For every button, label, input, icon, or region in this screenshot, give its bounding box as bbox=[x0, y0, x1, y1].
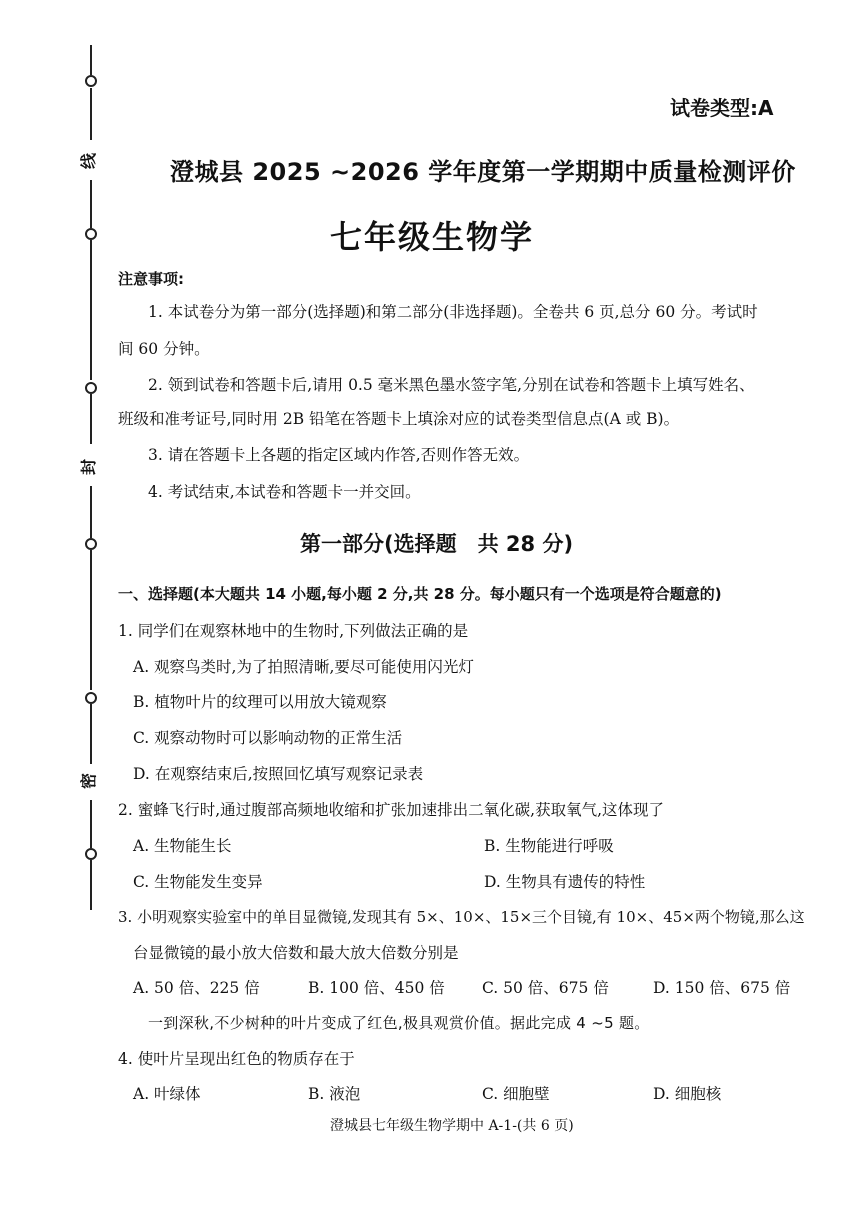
reading-passage: 一到深秋,不少树种的叶片变成了红色,极具观赏价值。据此完成 4 ~5 题。 bbox=[148, 1014, 650, 1032]
page-footer: 澄城县七年级生物学期中 A-1-(共 6 页) bbox=[330, 1118, 574, 1134]
section-instruction: 一、选择题(本大题共 14 小题,每小题 2 分,共 28 分。每小题只有一个选项是符合题意的) bbox=[118, 585, 722, 603]
option-d: D. 生物具有遗传的特性 bbox=[484, 873, 646, 891]
option-a: A. 观察鸟类时,为了拍照清晰,要尽可能使用闪光灯 bbox=[133, 658, 474, 676]
option-a: A. 生物能生长 bbox=[133, 837, 232, 855]
binding-line bbox=[90, 88, 92, 140]
binding-circle bbox=[85, 75, 97, 87]
option-c: C. 50 倍、675 倍 bbox=[482, 979, 609, 997]
note-line: 3. 请在答题卡上各题的指定区域内作答,否则作答无效。 bbox=[148, 446, 530, 464]
binding-line bbox=[90, 860, 92, 910]
question-stem: 4. 使叶片呈现出红色的物质存在于 bbox=[118, 1050, 355, 1068]
note-line: 4. 考试结束,本试卷和答题卡一并交回。 bbox=[148, 483, 421, 501]
section-title: 第一部分(选择题 共 28 分) bbox=[300, 532, 574, 556]
note-line: 2. 领到试卷和答题卡后,请用 0.5 毫米黑色墨水签字笔,分别在试卷和答题卡上填写姓名、 bbox=[148, 376, 755, 394]
binding-line bbox=[90, 45, 92, 75]
option-b: B. 液泡 bbox=[308, 1085, 361, 1103]
binding-circle bbox=[85, 228, 97, 240]
binding-line bbox=[90, 704, 92, 764]
option-b: B. 100 倍、450 倍 bbox=[308, 979, 445, 997]
option-a: A. 叶绿体 bbox=[133, 1085, 201, 1103]
question-stem-continued: 台显微镜的最小放大倍数和最大放大倍数分别是 bbox=[133, 944, 459, 962]
binding-char-xian: 线 bbox=[79, 152, 99, 170]
option-a: A. 50 倍、225 倍 bbox=[133, 979, 260, 997]
subject-title: 七年级生物学 bbox=[330, 218, 535, 256]
option-d: D. 在观察结束后,按照回忆填写观察记录表 bbox=[133, 765, 424, 783]
binding-char-feng: 封 bbox=[79, 458, 99, 476]
binding-circle bbox=[85, 848, 97, 860]
binding-line bbox=[90, 180, 92, 228]
notes-heading: 注意事项: bbox=[118, 270, 184, 288]
question-stem: 2. 蜜蜂飞行时,通过腹部高频地收缩和扩张加速排出二氧化碳,获取氧气,这体现了 bbox=[118, 801, 664, 819]
option-c: C. 生物能发生变异 bbox=[133, 873, 263, 891]
binding-char-mi: 密 bbox=[79, 772, 99, 790]
binding-line bbox=[90, 486, 92, 538]
option-b: B. 生物能进行呼吸 bbox=[484, 837, 614, 855]
option-d: D. 细胞核 bbox=[653, 1085, 722, 1103]
binding-line bbox=[90, 550, 92, 690]
binding-circle bbox=[85, 692, 97, 704]
option-c: C. 细胞壁 bbox=[482, 1085, 550, 1103]
option-d: D. 150 倍、675 倍 bbox=[653, 979, 791, 997]
option-c: C. 观察动物时可以影响动物的正常生活 bbox=[133, 729, 403, 747]
binding-circle bbox=[85, 382, 97, 394]
question-stem: 1. 同学们在观察林地中的生物时,下列做法正确的是 bbox=[118, 622, 469, 640]
binding-circle bbox=[85, 538, 97, 550]
note-line: 1. 本试卷分为第一部分(选择题)和第二部分(非选择题)。全卷共 6 页,总分 60 分。考试时 bbox=[148, 303, 758, 321]
binding-line bbox=[90, 800, 92, 848]
note-line: 间 60 分钟。 bbox=[118, 340, 210, 358]
exam-title: 澄城县 2025 ~2026 学年度第一学期期中质量检测评价 bbox=[170, 158, 796, 186]
paper-type-label: 试卷类型:A bbox=[670, 96, 774, 120]
question-stem: 3. 小明观察实验室中的单目显微镜,发现其有 5×、10×、15×三个目镜,有 10×、45×两个物镜,那么这 bbox=[118, 908, 805, 926]
note-line: 班级和准考证号,同时用 2B 铅笔在答题卡上填涂对应的试卷类型信息点(A 或 B)。 bbox=[118, 410, 680, 428]
option-b: B. 植物叶片的纹理可以用放大镜观察 bbox=[133, 693, 387, 711]
binding-line bbox=[90, 240, 92, 380]
binding-margin bbox=[60, 0, 120, 1226]
binding-line bbox=[90, 394, 92, 444]
